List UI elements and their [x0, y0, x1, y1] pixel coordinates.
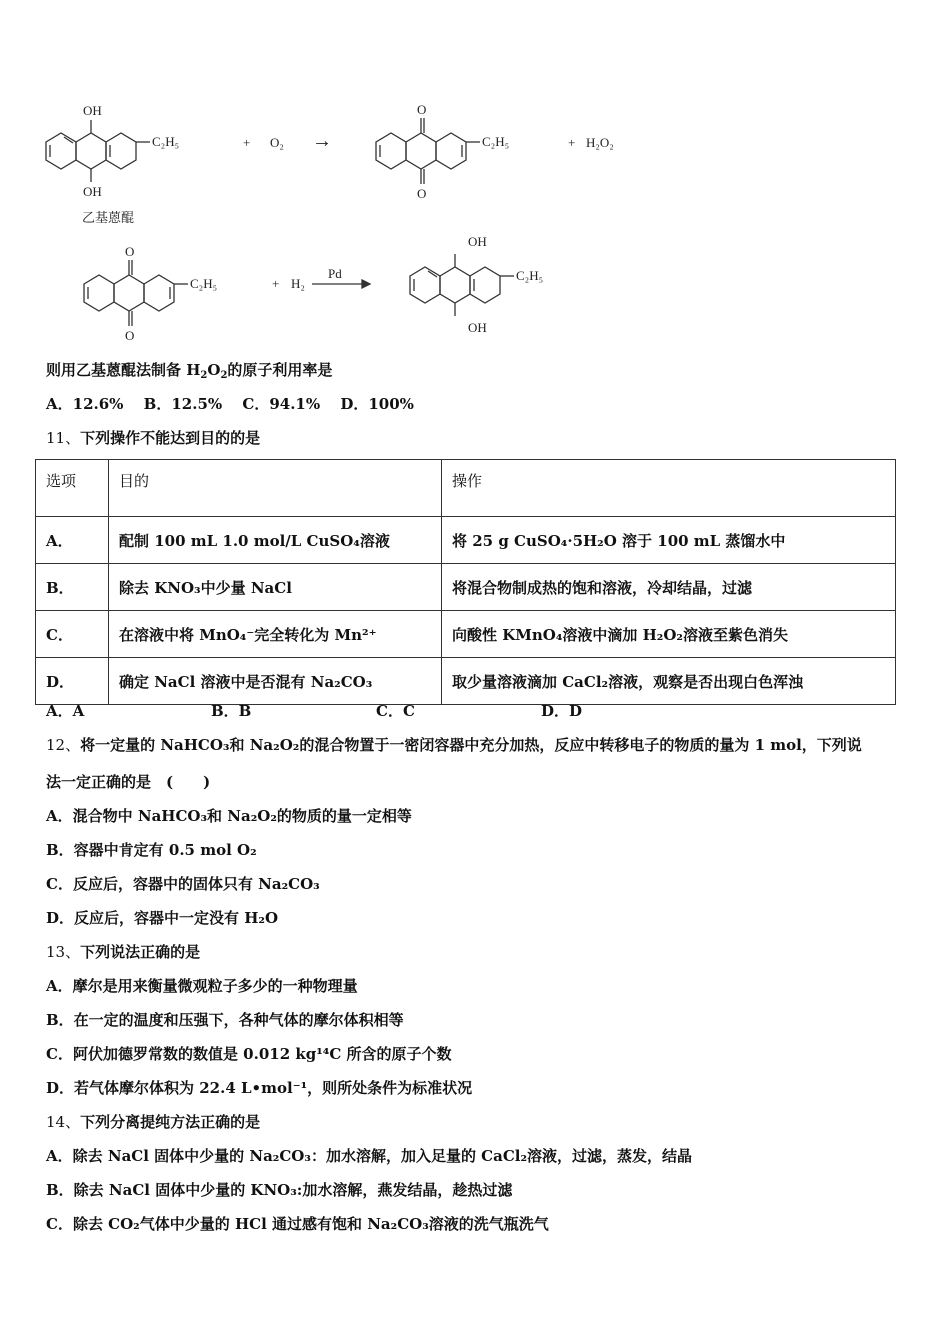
q11-option-a: A．A [46, 702, 85, 720]
o-top-label: O [417, 102, 427, 117]
q14-number: 14、 [46, 1113, 81, 1131]
q11-number: 11、 [46, 429, 81, 447]
row-option: A． [36, 517, 109, 564]
q11-option-c: C．C [376, 702, 415, 720]
q14-option-b: B．除去 NaCl 固体中少量的 KNO₃:加水溶解，燕发结晶，趁热过滤 [46, 1181, 513, 1199]
row-action: 向酸性 KMnO₄溶液中滴加 H₂O₂溶液至紫色消失 [442, 611, 896, 658]
q12-number: 12、 [46, 736, 81, 754]
q13-stem [46, 942, 200, 962]
q10-option-a: A．12.6% [46, 395, 124, 413]
oh-top-label: OH [468, 234, 487, 249]
header-action: 操作 [442, 460, 896, 517]
row-option: B． [36, 564, 109, 611]
q14-stem [46, 1112, 260, 1132]
reaction-arrow: → [312, 130, 332, 152]
table-row [36, 564, 896, 611]
plus-sign: + [243, 135, 251, 150]
q10-stem-pre: 则用乙基蒽醌法制备 H [46, 361, 201, 379]
q11-option-d: D．D [541, 702, 583, 720]
catalyst-arrow [312, 280, 370, 288]
h2o2-label: H₂O₂ [586, 135, 614, 150]
q13-option-b: B．在一定的温度和压强下，各种气体的摩尔体积相等 [46, 1011, 404, 1029]
q14-option-a: A．除去 NaCl 固体中少量的 Na₂CO₃：加水溶解，加入足量的 CaCl₂溶液，过滤，蒸发，结晶 [46, 1147, 693, 1165]
q12-option-b: B．容器中肯定有 0.5 mol O₂ [46, 841, 257, 859]
ethylanthraquinone-structure [376, 118, 480, 184]
o2-label: O₂ [270, 135, 284, 150]
q12-option-d: D．反应后，容器中一定没有 H₂O [46, 909, 279, 927]
structure-caption: 乙基蒽醌 [82, 211, 135, 226]
q11-stem-text: 下列操作不能达到目的的是 [80, 429, 261, 447]
ethyl-label: C₂H₅ [190, 276, 218, 291]
q11-options [46, 701, 706, 721]
q12-option-a: A．混合物中 NaHCO₃和 Na₂O₂的物质的量一定相等 [46, 807, 412, 825]
plus-sign-2: + [568, 135, 576, 150]
row-purpose: 确定 NaCl 溶液中是否混有 Na₂CO₃ [109, 658, 442, 705]
oh-top-label: OH [83, 103, 102, 118]
ethylanthrahydroquinone-structure-2 [410, 254, 514, 316]
oh-bottom-label: OH [468, 320, 487, 335]
row-action: 取少量溶液滴加 CaCl₂溶液，观察是否出现白色浑浊 [442, 658, 896, 705]
q12-option-c: C．反应后，容器中的固体只有 Na₂CO₃ [46, 875, 320, 893]
q13-option-a: A．摩尔是用来衡量微观粒子多少的一种物理量 [46, 977, 358, 995]
q12-stem-line-1 [46, 735, 862, 755]
q11-stem [46, 428, 260, 448]
q10-option-c: C．94.1% [242, 395, 321, 413]
q13-number: 13、 [46, 943, 81, 961]
oh-bottom-label: OH [83, 184, 102, 199]
table-header-row [36, 460, 896, 517]
ethyl-label: C₂H₅ [152, 134, 180, 149]
ethyl-label-2: C₂H₅ [516, 268, 544, 283]
ethylanthrahydroquinone-structure [46, 120, 150, 182]
row-purpose: 配制 100 mL 1.0 mol/L CuSO₄溶液 [109, 517, 442, 564]
q10-options [46, 394, 414, 414]
q10-stem: 则用乙基蒽醌法制备 $H_2O_2$的原子利用率是 [46, 361, 333, 381]
o-bottom-label: O [417, 186, 427, 201]
table-row [36, 611, 896, 658]
catalyst-label: Pd [328, 266, 342, 281]
q10-option-b: B．12.5% [143, 395, 223, 413]
q14-stem-text: 下列分离提纯方法正确的是 [80, 1113, 261, 1131]
q13-option-d: D．若气体摩尔体积为 22.4 L•mol⁻¹，则所处条件为标准状况 [46, 1079, 473, 1097]
q10-option-d: D．100% [340, 395, 414, 413]
q10-stem-post: 的原子利用率是 [227, 361, 333, 379]
q14-option-c: C．除去 CO₂气体中少量的 HCl 通过感有饱和 Na₂CO₃溶液的洗气瓶洗气 [46, 1215, 549, 1233]
row-purpose: 除去 KNO₃中少量 NaCl [109, 564, 442, 611]
row-option: D． [36, 658, 109, 705]
row-purpose: 在溶液中将 MnO₄⁻完全转化为 Mn²⁺ [109, 611, 442, 658]
q12-stem-line-2: 法一定正确的是 ( ) [46, 773, 211, 791]
q11-option-b: B．B [211, 702, 252, 720]
o-bottom-label: O [125, 328, 135, 343]
ethyl-label-2: C₂H₅ [482, 134, 510, 149]
reaction-2-scheme [0, 234, 650, 354]
q11-table [35, 459, 896, 705]
row-option: C． [36, 611, 109, 658]
o-top-label: O [125, 244, 135, 259]
ethylanthraquinone-structure-2 [84, 260, 188, 326]
table-row [36, 517, 896, 564]
plus-sign: + [272, 276, 280, 291]
header-purpose: 目的 [109, 460, 442, 517]
q13-option-c: C．阿伏加德罗常数的数值是 0.012 kg¹⁴C 所含的原子个数 [46, 1045, 452, 1063]
q12-stem-text-1: 将一定量的 NaHCO₃和 Na₂O₂的混合物置于一密闭容器中充分加热，反应中转移电子的物质的量为 1 mol，下列说 [80, 736, 862, 754]
q13-stem-text: 下列说法正确的是 [80, 943, 201, 961]
h2-label: H₂ [291, 276, 305, 291]
row-action: 将 25 g CuSO₄·5H₂O 溶于 100 mL 蒸馏水中 [442, 517, 896, 564]
header-option: 选项 [36, 460, 109, 517]
row-action: 将混合物制成热的饱和溶液，冷却结晶，过滤 [442, 564, 896, 611]
table-row [36, 658, 896, 705]
